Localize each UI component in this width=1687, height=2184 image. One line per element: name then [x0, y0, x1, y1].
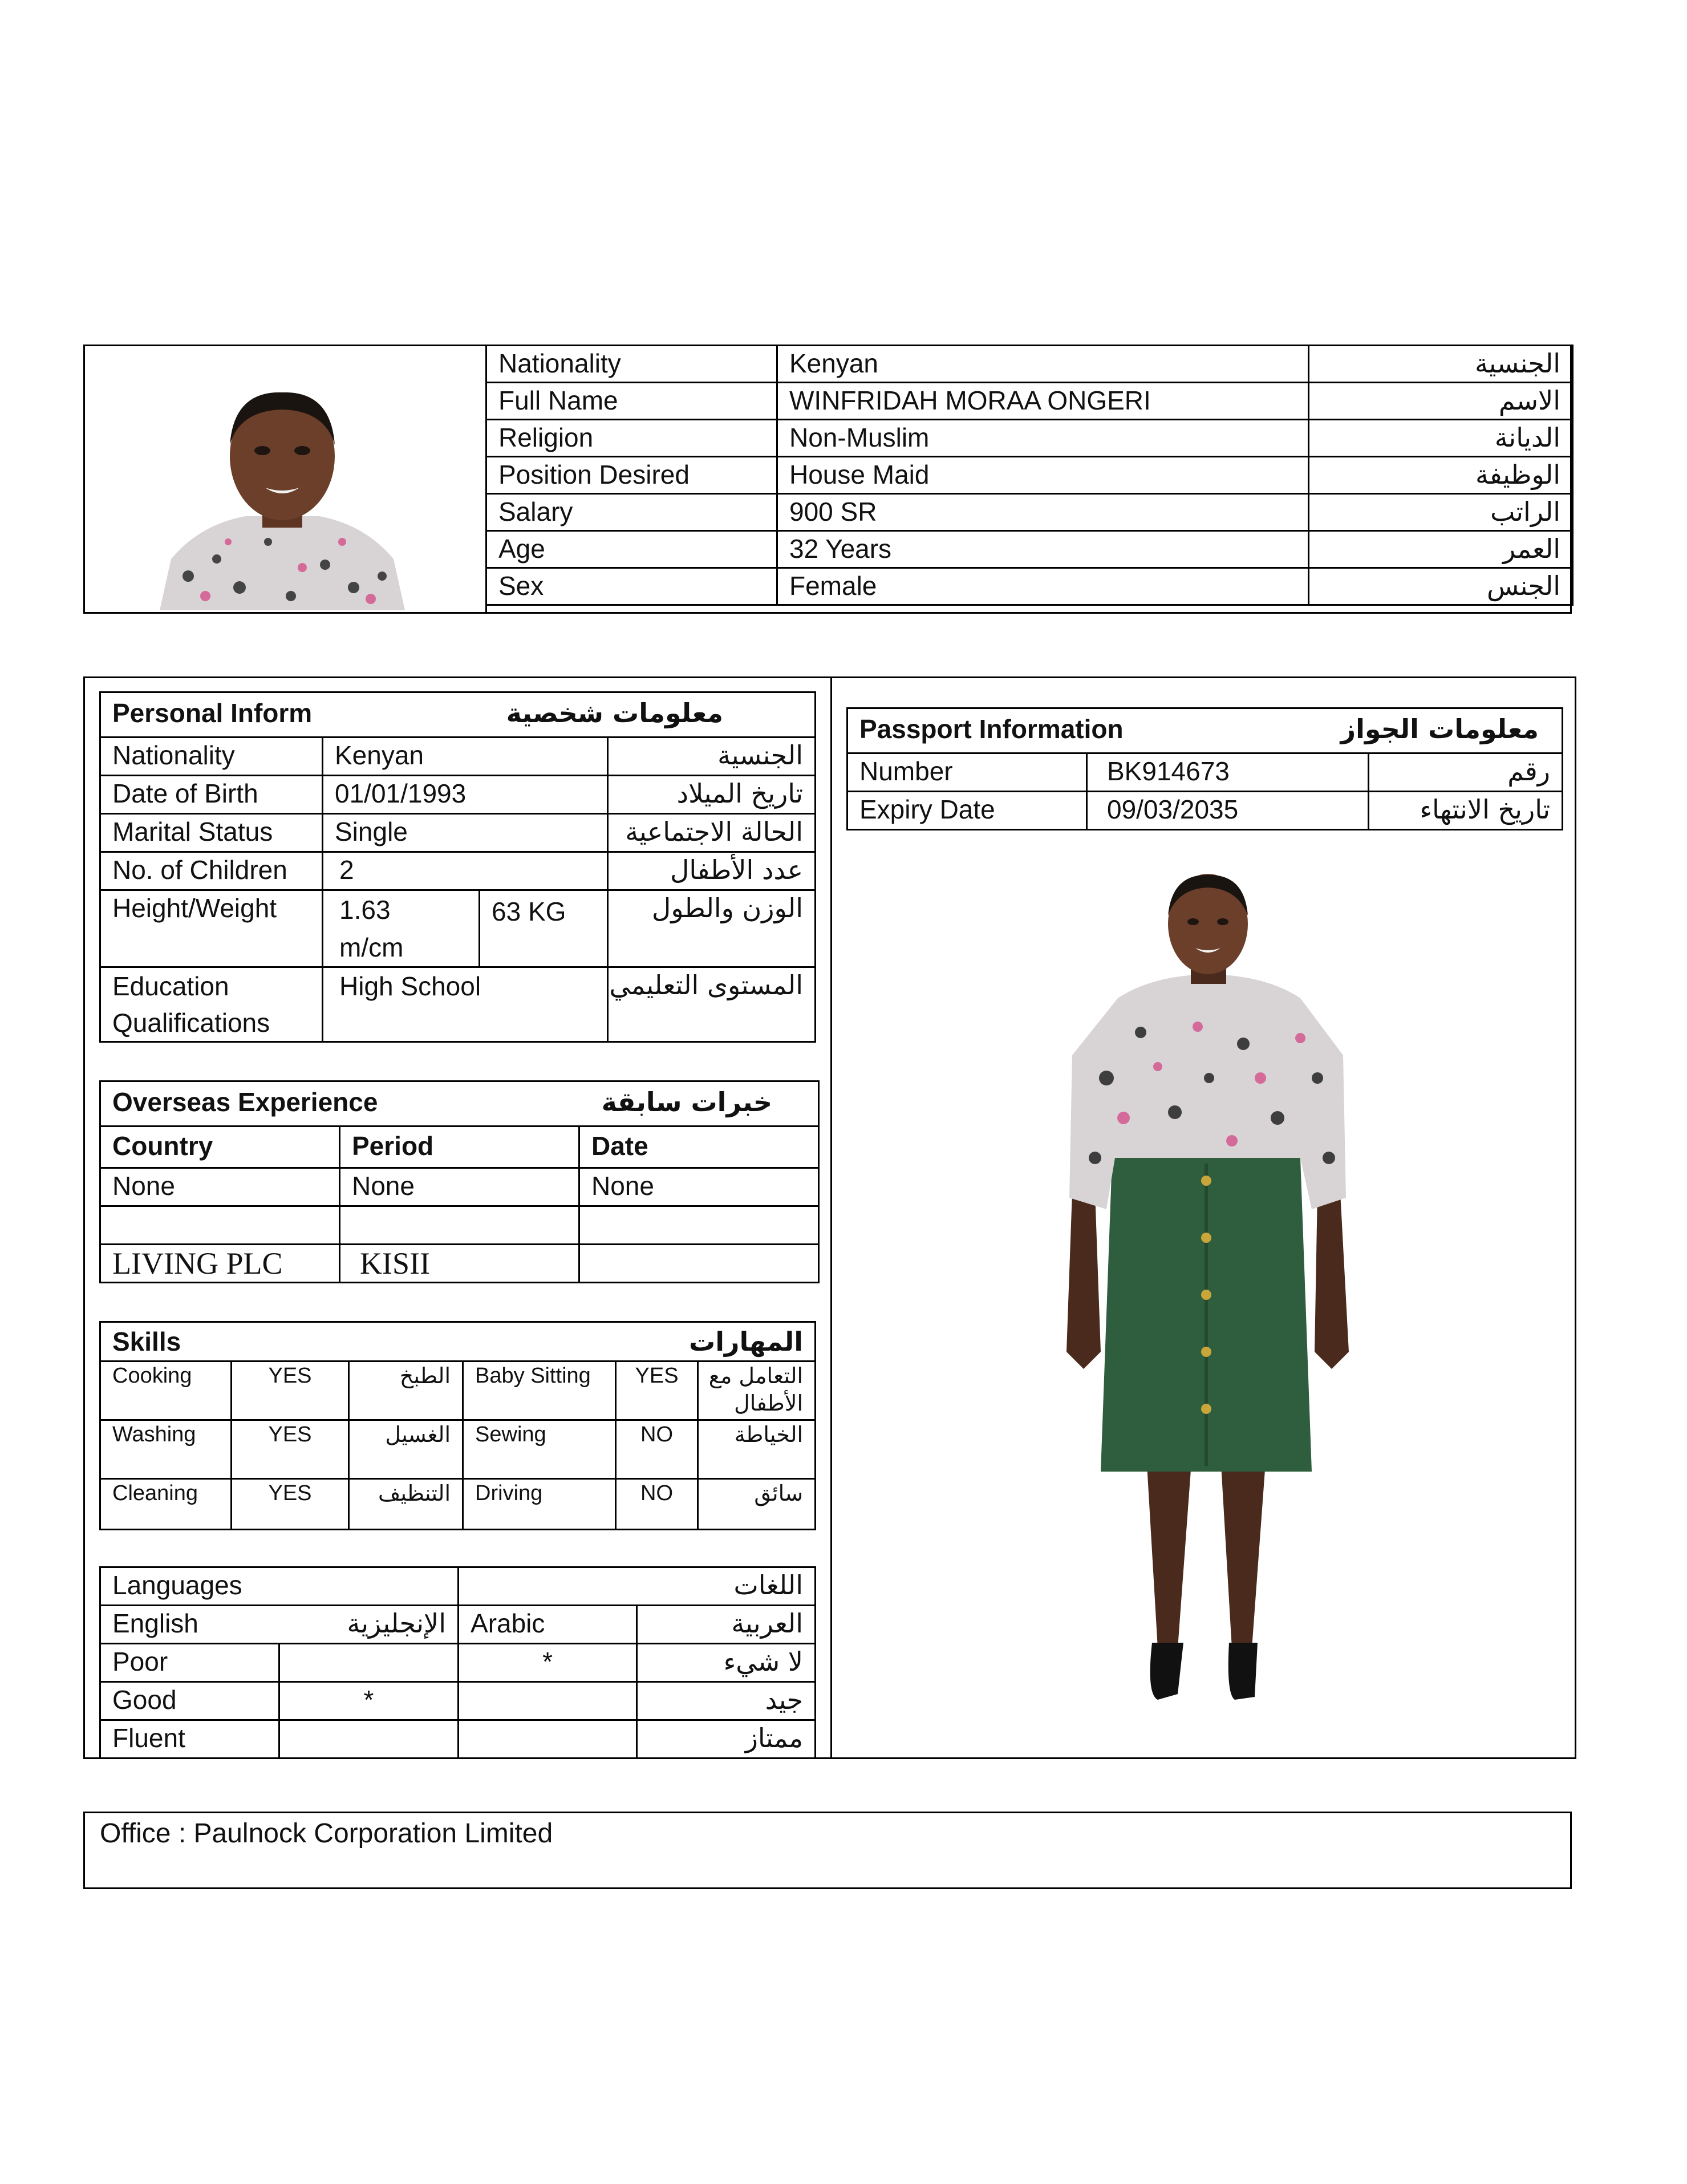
skill-label: Sewing — [463, 1420, 616, 1479]
personal-label-ar: الوزن والطول — [608, 890, 816, 967]
skill-label: Baby Sitting — [463, 1362, 616, 1420]
passport-label: Expiry Date — [847, 792, 1087, 830]
header-value: 32 Years — [777, 531, 1309, 568]
passport-label-ar: تاريخ الانتهاء — [1369, 792, 1563, 830]
column-divider — [830, 676, 832, 1759]
personal-info-table — [99, 691, 816, 1043]
level-label: Fluent — [100, 1720, 279, 1758]
education-label-line2: Qualifications — [112, 1008, 270, 1038]
skills-row-cleaning — [100, 1479, 816, 1530]
personal-label-ar: المستوى التعليمي — [608, 967, 816, 1042]
personal-row-height-weight — [100, 890, 816, 967]
personal-row-dob — [100, 776, 816, 814]
personal-value: Kenyan — [323, 738, 608, 776]
overseas-header-date: Date — [579, 1127, 819, 1168]
overseas-header-period: Period — [340, 1127, 579, 1168]
education-label-line1: Education — [112, 971, 229, 1001]
passport-title-ar: معلومات الجواز — [1369, 708, 1563, 753]
passport-label-ar: رقم — [1369, 753, 1563, 792]
level-english-mark — [279, 1644, 459, 1682]
header-value: 900 SR — [777, 494, 1309, 531]
passport-table — [846, 707, 1563, 830]
personal-title-ar: معلومات شخصية — [480, 692, 816, 738]
passport-title: Passport Information — [847, 708, 1369, 753]
overseas-date — [579, 1245, 819, 1283]
header-label: Position Desired — [486, 457, 777, 494]
office-box — [83, 1812, 1572, 1889]
overseas-title-row — [100, 1081, 819, 1127]
overseas-row — [100, 1206, 819, 1245]
overseas-row — [100, 1168, 819, 1206]
level-arabic-mark: * — [459, 1644, 637, 1682]
passport-label: Number — [847, 753, 1087, 792]
header-label: Religion — [486, 420, 777, 457]
header-value: WINFRIDAH MORAA ONGERI — [777, 383, 1309, 420]
skill-label: Cleaning — [100, 1479, 232, 1530]
language-english: English — [112, 1608, 198, 1638]
overseas-header-country: Country — [100, 1127, 340, 1168]
skill-label-ar: الطبخ — [349, 1362, 463, 1420]
header-label: Full Name — [486, 383, 777, 420]
overseas-title: Overseas Experience — [100, 1081, 579, 1127]
skills-table — [99, 1321, 816, 1530]
personal-title: Personal Inform — [100, 692, 480, 738]
skill-label: Driving — [463, 1479, 616, 1530]
header-label-ar: الديانة — [1309, 420, 1573, 457]
level-label-ar: جيد — [637, 1682, 816, 1720]
passport-expiry: 09/03/2035 — [1087, 792, 1369, 830]
skill-label-ar: الخياطة — [698, 1420, 816, 1479]
skills-title-ar: المهارات — [463, 1322, 816, 1362]
portrait-photo — [154, 371, 411, 610]
language-english-cell — [100, 1606, 459, 1644]
height-unit: m/cm — [339, 933, 404, 962]
skills-row-washing — [100, 1420, 816, 1479]
language-arabic: Arabic — [459, 1606, 637, 1644]
level-arabic-mark — [459, 1682, 637, 1720]
skill-label-ar: سائق — [698, 1479, 816, 1530]
header-row-position — [486, 457, 1573, 494]
header-label: Nationality — [486, 346, 777, 383]
level-label: Good — [100, 1682, 279, 1720]
height-value: 1.63 — [339, 895, 391, 925]
personal-label-ar: عدد الأطفال — [608, 852, 816, 890]
language-level-row — [100, 1644, 816, 1682]
personal-label: Height/Weight — [100, 890, 323, 967]
header-row-nationality — [486, 346, 1573, 383]
overseas-period: KISII — [340, 1245, 579, 1283]
languages-title: Languages — [100, 1567, 459, 1606]
header-value: Kenyan — [777, 346, 1309, 383]
skill-value: YES — [232, 1420, 349, 1479]
personal-value: 2 — [323, 852, 608, 890]
personal-value: Single — [323, 814, 608, 852]
personal-label: Nationality — [100, 738, 323, 776]
header-label-ar: العمر — [1309, 531, 1573, 568]
personal-label-ar: الجنسية — [608, 738, 816, 776]
overseas-header-row — [100, 1127, 819, 1168]
header-label: Salary — [486, 494, 777, 531]
education-label-cell — [100, 967, 323, 1042]
header-label: Sex — [486, 568, 777, 605]
weight-value: 63 KG — [480, 890, 608, 967]
header-row-religion — [486, 420, 1573, 457]
personal-value: 01/01/1993 — [323, 776, 608, 814]
header-value: Female — [777, 568, 1309, 605]
level-english-mark: * — [279, 1682, 459, 1720]
header-row-age — [486, 531, 1573, 568]
header-label-ar: الوظيفة — [1309, 457, 1573, 494]
skill-label-ar-cell — [698, 1362, 816, 1420]
languages-title-ar: اللغات — [459, 1567, 816, 1606]
height-cell — [323, 890, 480, 967]
personal-row-marital — [100, 814, 816, 852]
language-arabic-ar: العربية — [637, 1606, 816, 1644]
personal-row-nationality — [100, 738, 816, 776]
overseas-country: LIVING PLC — [100, 1245, 340, 1283]
personal-label: Date of Birth — [100, 776, 323, 814]
languages-title-row — [100, 1567, 816, 1606]
level-arabic-mark — [459, 1720, 637, 1758]
languages-header-row — [100, 1606, 816, 1644]
personal-row-education — [100, 967, 816, 1042]
overseas-row — [100, 1245, 819, 1283]
header-value: Non-Muslim — [777, 420, 1309, 457]
personal-label: Marital Status — [100, 814, 323, 852]
level-english-mark — [279, 1720, 459, 1758]
header-row-sex — [486, 568, 1573, 605]
personal-label: No. of Children — [100, 852, 323, 890]
full-body-photo — [1061, 873, 1357, 1717]
skills-title-row — [100, 1322, 816, 1362]
header-label-ar: الجنسية — [1309, 346, 1573, 383]
overseas-period — [340, 1206, 579, 1245]
overseas-date: None — [579, 1168, 819, 1206]
personal-label-ar: الحالة الاجتماعية — [608, 814, 816, 852]
language-level-row — [100, 1682, 816, 1720]
passport-number: BK914673 — [1087, 753, 1369, 792]
header-info-table — [485, 345, 1574, 606]
level-label-ar: لا شيء — [637, 1644, 816, 1682]
header-label-ar: الجنس — [1309, 568, 1573, 605]
skill-label-ar: الغسيل — [349, 1420, 463, 1479]
header-label: Age — [486, 531, 777, 568]
overseas-period: None — [340, 1168, 579, 1206]
skill-label-ar: التعامل مع — [708, 1363, 804, 1388]
office-text: Office : Paulnock Corporation Limited — [100, 1818, 553, 1849]
personal-title-row — [100, 692, 816, 738]
skill-value: YES — [232, 1479, 349, 1530]
skill-label-ar-line2: الأطفال — [734, 1391, 804, 1416]
passport-row-number — [847, 753, 1563, 792]
skills-row-cooking — [100, 1362, 816, 1420]
languages-table — [99, 1566, 816, 1759]
skill-value: NO — [616, 1479, 698, 1530]
passport-title-row — [847, 708, 1563, 753]
skills-title: Skills — [100, 1322, 463, 1362]
skill-value: NO — [616, 1420, 698, 1479]
overseas-table — [99, 1080, 820, 1283]
header-row-full-name — [486, 383, 1573, 420]
passport-row-expiry — [847, 792, 1563, 830]
skill-value: YES — [616, 1362, 698, 1420]
personal-row-children — [100, 852, 816, 890]
skill-label: Cooking — [100, 1362, 232, 1420]
personal-label-ar: تاريخ الميلاد — [608, 776, 816, 814]
skill-label-ar: التنظيف — [349, 1479, 463, 1530]
overseas-title-ar: خبرات سابقة — [579, 1081, 819, 1127]
level-label-ar: ممتاز — [637, 1720, 816, 1758]
skill-label: Washing — [100, 1420, 232, 1479]
level-label: Poor — [100, 1644, 279, 1682]
overseas-date — [579, 1206, 819, 1245]
language-level-row — [100, 1720, 816, 1758]
header-row-salary — [486, 494, 1573, 531]
overseas-country — [100, 1206, 340, 1245]
header-value: House Maid — [777, 457, 1309, 494]
header-label-ar: الراتب — [1309, 494, 1573, 531]
skill-value: YES — [232, 1362, 349, 1420]
overseas-country: None — [100, 1168, 340, 1206]
header-label-ar: الاسم — [1309, 383, 1573, 420]
language-english-ar: الإنجليزية — [347, 1608, 447, 1639]
personal-value: High School — [323, 967, 608, 1042]
